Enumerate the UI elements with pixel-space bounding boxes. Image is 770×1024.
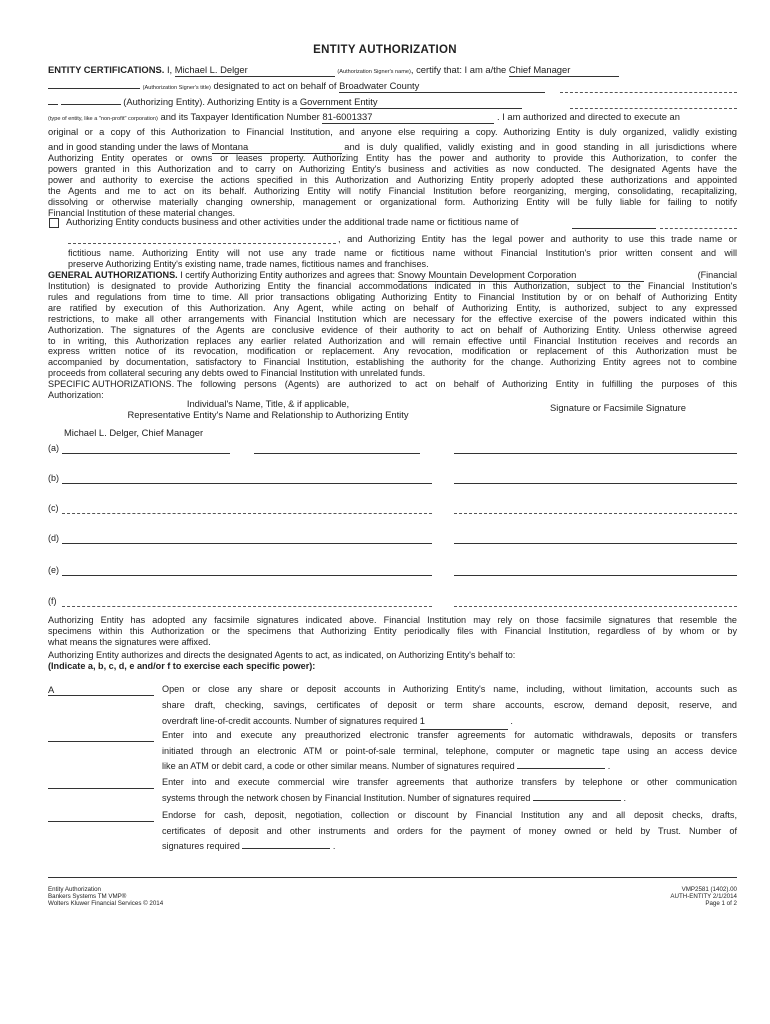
footer-rule [48,877,737,878]
blank-line[interactable] [48,88,140,89]
row-label-f: (f) [48,596,57,606]
agent-c-name-line[interactable] [62,513,432,514]
agent-c-signature-line[interactable] [454,513,737,514]
indicate-line: (Indicate a, b, c, d, e and/or f to exercise each specific power): [48,661,316,671]
cert-line-1: ENTITY CERTIFICATIONS. I, Michael L. Delger (Authorization Signer's name), certify that: I am a/the Chief Manager [48,64,619,79]
cert-line-3: (Authorizing Entity). Authorizing Entity is a Government Entity [48,96,522,109]
cert-line-6: and in good standing under the laws of Montana and is duly qualified, validly existing and in good standing in all jurisdictions where [48,141,737,152]
tin-field[interactable]: 81-6001337 [322,111,494,124]
trade-name-checkbox[interactable] [49,218,59,228]
institution-field[interactable]: Snowy Mountain Development Corporation [398,270,644,282]
agent-e-signature-line[interactable] [454,575,737,576]
agent-d-name-line[interactable] [62,543,432,544]
agent-b-name-line[interactable] [62,483,432,484]
trade-name-body: fictitious name. Authorizing Entity will not use any trade name or fictitious name without Financial Institution's prior written consent and will preserve Authorizing Entity's existing name, trade names, fictitious names and franchises. [68,248,737,269]
power-2-text: Enter into and execute any preauthorized electronic transfer agreements for automatic withdrawals, deposits or transfers initiated through an electronic ATM or point-of-sale terminal, telephone, computer or magnetic tape using an access device like an ATM or debit card, a code or other similar means. Number of signatures required . [162,730,737,771]
power-3-letter-field[interactable] [48,777,154,789]
entity-name-field[interactable]: Broadwater County [339,80,545,93]
agent-f-name-line[interactable] [62,606,432,607]
page-title: ENTITY AUTHORIZATION [313,44,457,56]
col-header-name-2: Representative Entity's Name and Relationship to Authorizing Entity [127,409,409,420]
power-2-letter-field[interactable] [48,730,154,742]
col-header-signature: Signature or Facsimile Signature [550,402,687,413]
power-1-signatures-field[interactable]: 1 [420,713,508,730]
footer-right: VMP2581 (1402).00 AUTH-ENTITY 2/1/2014 Page 1 of 2 [670,886,737,908]
power-4-text: Endorse for cash, deposit, negotiation, collection or discount by Financial Institution any and all deposit checks, drafts, certificates of deposit and other instruments and orders for the payment of money owned or held by Trust. Number of signatures required . [162,810,737,851]
state-field[interactable]: Montana [212,141,342,154]
agent-f-signature-line[interactable] [454,606,737,607]
general-heading: GENERAL AUTHORIZATIONS. [48,270,178,280]
directs-line: Authorizing Entity authorizes and directs the designated Agents to act, as indicated, on Authorizing Entity's behalf to: [48,650,516,660]
row-label-a: (a) [48,443,59,453]
power-1-letter-field[interactable]: A [48,684,154,696]
power-3-text: Enter into and execute commercial wire transfer agreements that authorize transfers by telephone or other communication systems through the network chosen by Financial Institution. Number of signatures required . [162,777,737,803]
row-label-c: (c) [48,503,59,513]
general-body: Institution) is designated to provide Authorizing Entity the financial accommodations indicated in this Authorization, subject to the Financial Institution's rules and regulations from time to time. All prior transactions obligating Authorizing Entity to Financial Institution by or on behalf of Authorizing Entity are ratified by execution of this Authorization. Any Agent, while acting on behalf of Authorizing Entity, is authorized, subject to any expressed restrictions, to make all other arrangements with Financial Institution which are necessary for the effective exercise of the powers indicated within this Authorization. The signatures of the Agents are conclusive evidence of their authority to act on behalf of Authorizing Entity. Unless otherwise agreed to in writing, this Authorization replaces any earlier related Authorization and will remain effective until Financial Institution receives and records an express written notice of its revocation, modification or replacement. Any revocation, modification or replacement of this Authorization must be accompanied by documentation, satisfactory to Financial Institution, establishing the authority for the change. Authorizing Entity agrees not to combine proceeds from collateral securing any debts owed to Financial Institution with unrelated funds. [48,281,737,379]
signer-title-field[interactable]: Chief Manager [509,64,619,77]
power-4-signatures-field[interactable] [242,848,330,849]
facsimile-paragraph: Authorizing Entity has adopted any facsimile signatures indicated above. Financial Institution may rely on those facsimile signatures that resemble the specimens within this Authorization or the specimens that Authorizing Entity periodically files with Financial Institution, regardless of by whom or by what means the signatures were affixed. [48,615,737,647]
agent-b-signature-line[interactable] [454,483,737,484]
row-label-d: (d) [48,533,59,543]
agent-a-signature-line[interactable] [454,453,737,454]
signer-name-field[interactable]: Michael L. Delger [175,64,335,77]
specific-line-1: SPECIFIC AUTHORIZATIONS. The following persons (Agents) are authorized to act on behalf of Authorizing Entity in fulfilling the purposes of this [48,379,737,389]
specific-heading: SPECIFIC AUTHORIZATIONS. [48,379,175,389]
row-label-b: (b) [48,473,59,483]
power-3-signatures-field[interactable] [533,800,621,801]
col-header-name-1: Individual's Name, Title, & if applicable, [186,398,350,409]
row-label-e: (e) [48,565,59,575]
cert-line-4: (type of entity, like a "non-profit" corporation) and its Taxpayer Identification Number 81-6001337 . I am authorized and directed to execute an [48,111,680,122]
agent-a-name: Michael L. Delger, Chief Manager [64,427,204,438]
trade-name-line-2: , and Authorizing Entity has the legal power and authority to use this trade name or [338,233,737,244]
power-2-signatures-field[interactable] [517,768,605,769]
entity-type-field[interactable]: Government Entity [300,96,522,109]
cert-line-5: original or a copy of this Authorization to Financial Institution, and anyone else requiring a copy. Authorizing Entity is duly organized, validly existing [48,126,737,137]
general-line-1: GENERAL AUTHORIZATIONS. I certify Authorizing Entity authorizes and agrees that: Snowy Mountain Development Corporation (Financial [48,269,737,280]
cert-heading: ENTITY CERTIFICATIONS. [48,64,165,75]
agent-a-name-line[interactable] [62,453,230,454]
footer-left: Entity Authorization Bankers Systems TM VMP® Wolters Kluwer Financial Services © 2014 [48,886,164,908]
cert-body: Authorizing Entity operates or owns or leases property. Authorizing Entity has the power and authority to provide this Authorization, to confer the powers granted in this Authorization and to carry on Authorizing Entity's business and activities as now conducted. The designated Agents have the power and authority to exercise the actions specified in this Authorization and Authorizing Entity properly adopted these authorizations and appointed the Agents and me to act on its behalf. Authorizing Entity will notify Financial Institution before reorganizing, merging, consolidating, recapitalizing, dissolving or otherwise materially changing ownership, management or organizational form. Authorizing Entity will be fully liable for failing to notify Financial Institution of these material changes. [48,153,737,218]
cert-line-2: (Authorization Signer's title) designated to act on behalf of Broadwater County [48,80,545,95]
power-1-text: Open or close any share or deposit accounts in Authorizing Entity's name, including, without limitation, accounts such as share draft, checking, savings, certificates of deposit or term share accounts, escrow, demand deposit, reserve, and overdraft line-of-credit accounts. Number of signatures required 1 . [162,682,737,730]
agent-d-signature-line[interactable] [454,543,737,544]
agent-e-name-line[interactable] [62,575,432,576]
trade-name-line: Authorizing Entity conducts business and other activities under the additional trade name or fictitious name of [66,216,519,227]
power-4-letter-field[interactable] [48,810,154,822]
